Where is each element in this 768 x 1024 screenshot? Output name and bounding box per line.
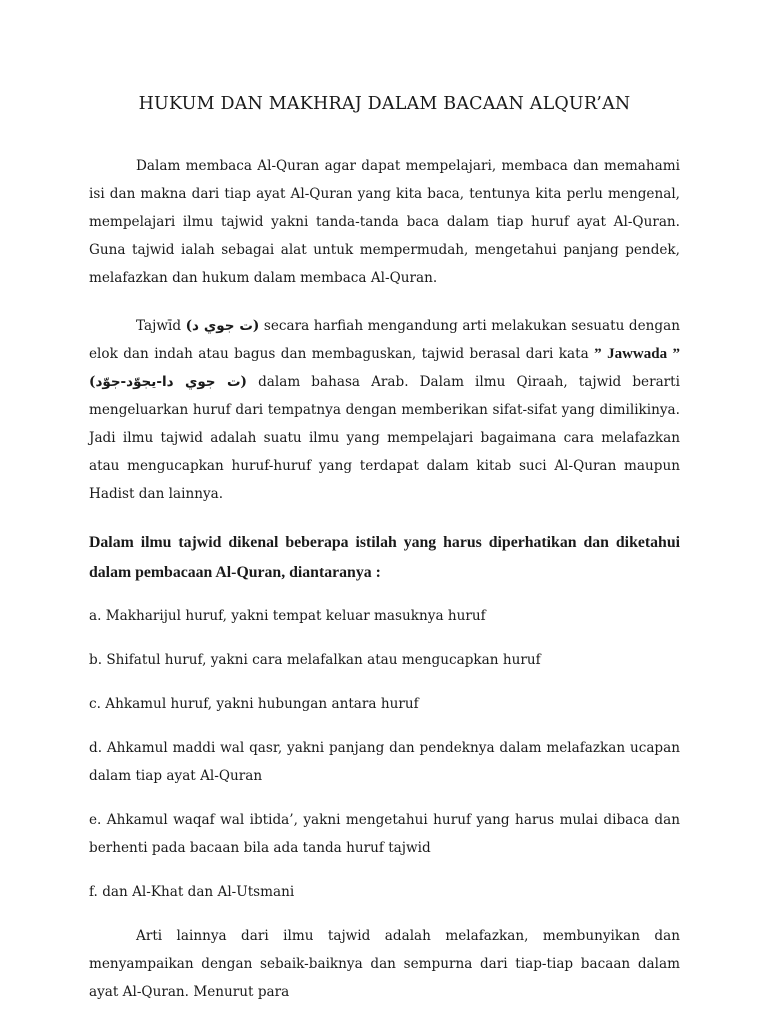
tajwid-term: Tajwīd <box>136 318 182 334</box>
arabic-word-tajwid: ت جوي د <box>192 318 253 334</box>
tajwid-text-b: dalam bahasa Arab. Dalam ilmu Qiraah, tajwid berarti mengeluarkan huruf dari tempatnya dengan memberikan sifat-sifat yang dimilikinya. Jadi ilmu tajwid adalah suatu ilmu yang mempelajari bagaimana cara melafazkan atau mengucapkan huruf-huruf yang terdapat dalam kitab suci Al-Quran maupun Hadist dan lainnya. <box>89 374 680 502</box>
list-item: f. dan Al-Khat dan Al-Utsmani <box>89 884 295 900</box>
list-item: a. Makharijul huruf, yakni tempat keluar masuknya huruf <box>89 608 486 624</box>
section-heading: Dalam ilmu tajwid dikenal beberapa istilah yang harus diperhatikan dan diketahui dalam pembacaan Al-Quran, diantaranya : <box>89 534 680 581</box>
arabic-paren-open-1: ( <box>185 318 192 334</box>
tajwid-text-a: secara harfiah mengandung arti melakukan sesuatu dengan elok dan indah atau bagus dan membaguskan, tajwid berasal dari kata <box>89 318 680 362</box>
keyword-jawwada: Jawwada <box>607 346 668 362</box>
quote-close: ” <box>672 346 680 362</box>
paragraph-tajwid-definition <box>89 312 680 508</box>
paragraph-other-meaning: Arti lainnya dari ilmu tajwid adalah melafazkan, membunyikan dan menyampaikan dengan sebaik-baiknya dan sempurna dari tiap-tiap bacaan dalam ayat Al-Quran. Menurut para <box>89 928 680 1000</box>
terms-list <box>89 602 680 906</box>
arabic-word-jawwada: ت جوي دا-يجوّد-جوّد <box>95 374 241 390</box>
paragraph-intro: Dalam membaca Al-Quran agar dapat mempelajari, membaca dan memahami isi dan makna dari tiap ayat Al-Quran yang kita baca, tentunya kita perlu mengenal, mempelajari ilmu tajwid yakni tanda-tanda baca dalam tiap huruf ayat Al-Quran. Guna tajwid ialah sebagai alat untuk mempermudah, mengetahui panjang pendek, melafazkan dan hukum dalam membaca Al-Quran. <box>89 158 680 286</box>
document-title: HUKUM DAN MAKHRAJ DALAM BACAAN ALQUR’AN <box>138 94 631 114</box>
list-item: e. Ahkamul waqaf wal ibtida’, yakni mengetahui huruf yang harus mulai dibaca dan berhenti pada bacaan bila ada tanda huruf tajwid <box>89 812 680 856</box>
list-item: d. Ahkamul maddi wal qasr, yakni panjang dan pendeknya dalam melafazkan ucapan dalam tiap ayat Al-Quran <box>89 740 680 784</box>
arabic-paren-open-2: ( <box>89 374 96 390</box>
list-item: b. Shifatul huruf, yakni cara melafalkan atau mengucapkan huruf <box>89 652 541 668</box>
list-item: c. Ahkamul huruf, yakni hubungan antara huruf <box>89 696 419 712</box>
arabic-paren-close-1: ) <box>252 318 260 334</box>
arabic-paren-close-2: ) <box>240 374 247 390</box>
quote-open: ” <box>594 346 602 362</box>
